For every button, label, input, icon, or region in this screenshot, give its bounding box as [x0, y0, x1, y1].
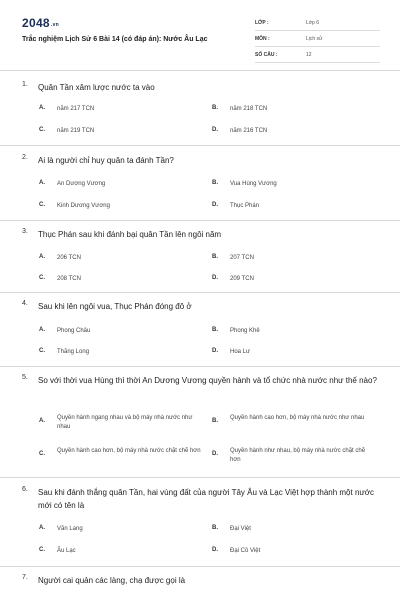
option-letter: B. [212, 418, 218, 424]
question-text: Ai là người chỉ huy quân ta đánh Tần? [38, 156, 174, 165]
option-letter: A. [39, 327, 45, 333]
meta-question-count [255, 49, 380, 63]
worksheet-meta [255, 17, 380, 65]
option-text: Phong Khê [230, 328, 260, 334]
logo-text: 2048 [22, 16, 50, 30]
option-text: Quyền hành như nhau, bộ máy nhà nước chặt chẽ hơn [230, 448, 366, 463]
divider [0, 220, 400, 221]
divider [0, 566, 400, 567]
option-text: Phong Châu [57, 328, 91, 334]
option-letter: A. [39, 254, 45, 260]
option-text: Hoa Lư [230, 349, 251, 355]
option-letter: C. [39, 451, 45, 457]
option-letter: A. [39, 105, 45, 111]
option-text: Đại Việt [230, 526, 251, 532]
question-text: Sau khi lên ngôi vua, Thục Phán đóng đô ở [38, 302, 192, 311]
divider [0, 292, 400, 293]
option-text: Âu Lạc [57, 548, 76, 554]
meta-class [255, 17, 380, 31]
page-header [22, 14, 380, 62]
option-text: Vua Hùng Vương [230, 181, 277, 187]
question-number: 6. [22, 486, 28, 493]
question-number: 1. [22, 81, 28, 88]
option-letter: D. [212, 348, 218, 354]
question-text: Thục Phán sau khi đánh bại quân Tần lên ngôi năm [38, 230, 222, 239]
option-text: Kinh Dương Vương [57, 203, 110, 209]
meta-label: LỚP : [255, 20, 269, 26]
meta-label: SỐ CÂU : [255, 52, 278, 58]
worksheet-title: Trắc nghiệm Lịch Sử 6 Bài 14 (có đáp án): Nước Âu Lạc [22, 36, 208, 43]
option-text: Văn Lang [57, 526, 83, 532]
option-letter: B. [212, 105, 218, 111]
option-text: An Dương Vương [57, 181, 106, 187]
option-letter: B. [212, 525, 218, 531]
option-text: năm 217 TCN [57, 106, 95, 112]
divider [0, 70, 400, 71]
question-text: Người cai quản các làng, chạ được gọi là [38, 576, 186, 585]
option-text: Quyền hành cao hơn, bộ máy nhà nước như nhau [230, 415, 365, 421]
option-text: 208 TCN [57, 276, 81, 282]
logo-suffix: .vn [50, 22, 60, 28]
option-letter: A. [39, 418, 45, 424]
option-text: Thục Phán [230, 203, 260, 209]
option-letter: D. [212, 275, 218, 281]
option-text: năm 218 TCN [230, 106, 268, 112]
option-letter: C. [39, 202, 45, 208]
option-text: 207 TCN [230, 255, 254, 261]
divider [0, 477, 400, 478]
option-letter: B. [212, 180, 218, 186]
option-letter: C. [39, 275, 45, 281]
option-letter: D. [212, 202, 218, 208]
question-text: Sau khi đánh thắng quân Tần, hai vùng đất của người Tây Âu và Lạc Việt hợp thành một nước mới có tên là [38, 488, 375, 510]
option-text: 209 TCN [230, 276, 254, 282]
option-letter: C. [39, 127, 45, 133]
question-number: 3. [22, 228, 28, 235]
option-text: năm 219 TCN [57, 128, 95, 134]
option-letter: B. [212, 254, 218, 260]
divider [0, 366, 400, 367]
option-text: Đại Cồ Việt [230, 548, 261, 554]
option-letter: B. [212, 327, 218, 333]
option-letter: D. [212, 451, 218, 457]
meta-label: MÔN : [255, 36, 270, 42]
option-text: 206 TCN [57, 255, 81, 261]
option-text: năm 216 TCN [230, 128, 268, 134]
question-text: So với thời vua Hùng thì thời An Dương Vương quyền hành và tổ chức nhà nước như thế nào? [38, 376, 377, 385]
meta-subject [255, 33, 380, 47]
question-number: 5. [22, 374, 28, 381]
site-logo[interactable] [22, 16, 59, 30]
divider [0, 145, 400, 146]
option-letter: C. [39, 348, 45, 354]
option-letter: D. [212, 127, 218, 133]
question-number: 4. [22, 300, 28, 307]
option-text: Thăng Long [57, 349, 90, 355]
option-letter: A. [39, 180, 45, 186]
question-number: 7. [22, 574, 28, 581]
question-number: 2. [22, 154, 28, 161]
option-letter: C. [39, 547, 45, 553]
meta-value: Lịch sử [306, 36, 323, 42]
question-text: Quân Tần xâm lược nước ta vào [38, 83, 155, 92]
option-letter: A. [39, 525, 45, 531]
option-text: Quyền hành ngang nhau và bộ máy nhà nước như nhau [57, 415, 193, 430]
option-text: Quyền hành cao hơn, bộ máy nhà nước chặt chẽ hơn [57, 448, 201, 454]
meta-value: 12 [306, 52, 312, 58]
meta-value: Lớp 6 [306, 20, 320, 26]
option-letter: D. [212, 547, 218, 553]
